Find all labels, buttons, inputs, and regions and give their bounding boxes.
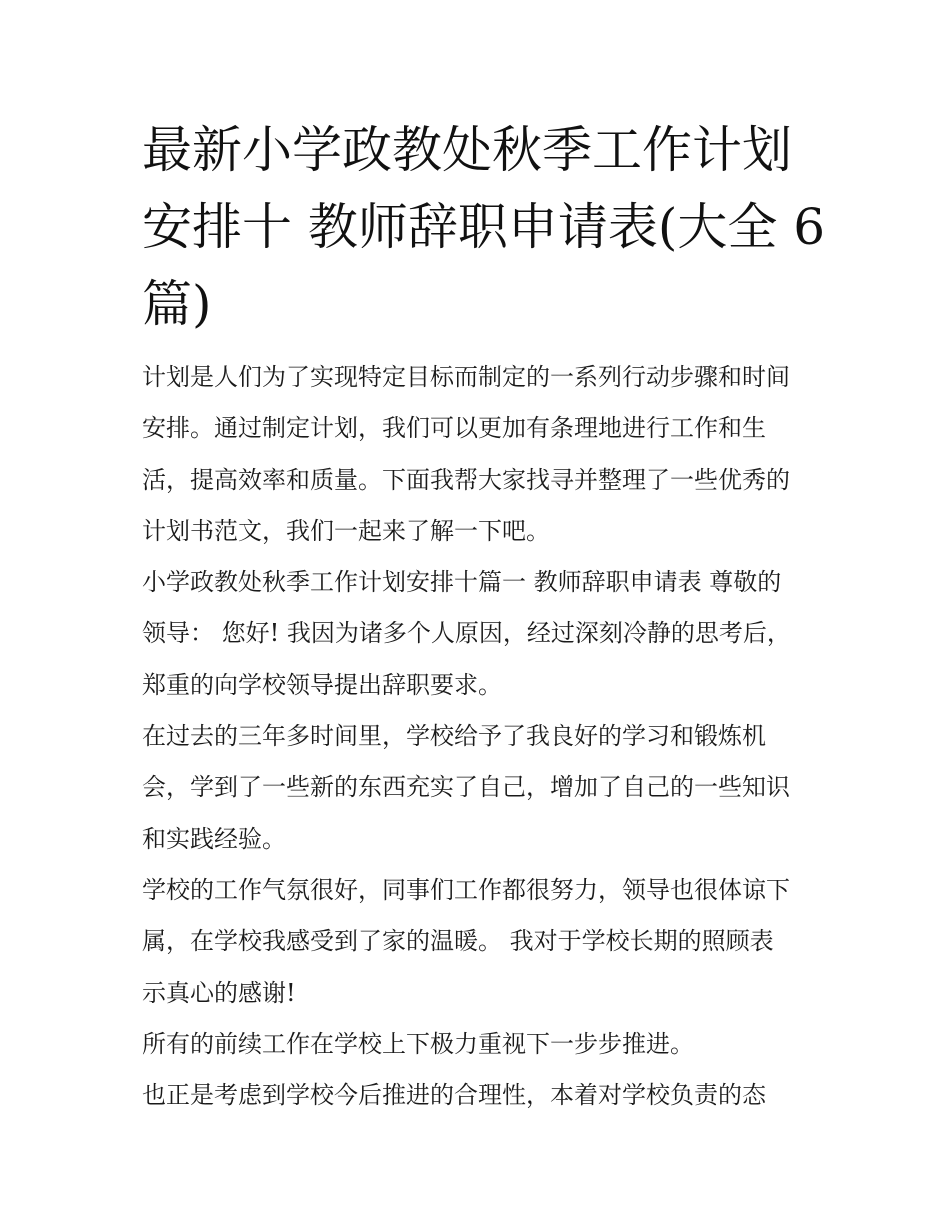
body-line: 在过去的三年多时间里，学校给予了我良好的学习和锻炼机 [142, 722, 766, 751]
document-body [142, 352, 842, 1121]
body-line: 计划书范文，我们一起来了解一下吧。 [142, 516, 550, 545]
body-line: 属，在学校我感受到了家的温暖。 我对于学校长期的照顾表 [142, 927, 774, 956]
body-line: 和实践经验。 [142, 824, 286, 853]
body-line: 安排。通过制定计划，我们可以更加有条理地进行工作和生 [142, 414, 766, 443]
title-line: 篇) [142, 275, 212, 333]
body-line: 也正是考虑到学校今后推进的合理性，本着对学校负责的态 [142, 1081, 766, 1110]
body-line: 示真心的感谢! [142, 978, 296, 1007]
title-line: 最新小学政教处秋季工作计划 [142, 121, 792, 179]
body-line: 小学政教处秋季工作计划安排十篇一 教师辞职申请表 尊敬的 [142, 568, 782, 597]
body-line: 会，学到了一些新的东西充实了自己，增加了自己的一些知识 [142, 773, 790, 802]
body-line: 计划是人们为了实现特定目标而制定的一系列行动步骤和时间 [142, 363, 790, 391]
document-title [142, 112, 826, 343]
body-line: 所有的前续工作在学校上下极力重视下一步步推进。 [142, 1029, 694, 1058]
body-line: 学校的工作气氛很好，同事们工作都很努力，领导也很体谅下 [142, 875, 790, 904]
body-line: 郑重的向学校领导提出辞职要求。 [142, 670, 502, 699]
title-line: 安排十 教师辞职申请表(大全 6 [142, 198, 826, 256]
body-line: 领导： 您好! 我因为诸多个人原因，经过深刻冷静的思考后， [142, 619, 791, 648]
body-line: 活，提高效率和质量。下面我帮大家找寻并整理了一些优秀的 [142, 465, 790, 494]
